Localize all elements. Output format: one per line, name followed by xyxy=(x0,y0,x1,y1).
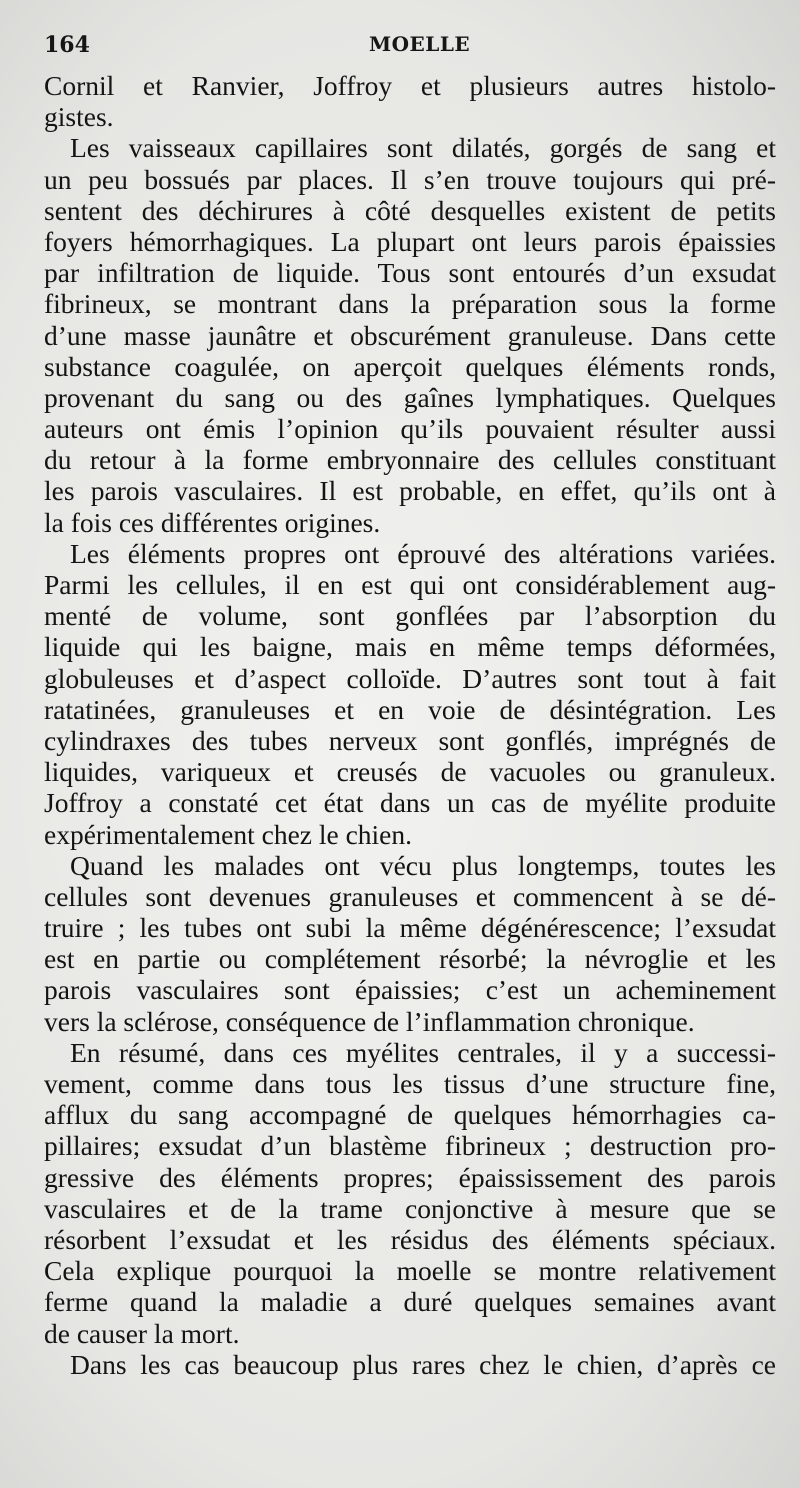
text-line: En résumé, dans ces myélites centrales, il y a successi- xyxy=(70,1036,776,1068)
text-line: du retour à la forme embryonnaire des cellules constituant xyxy=(44,444,776,476)
text-line: vasculaires et de la trame conjonctive à mesure que se xyxy=(44,1192,776,1224)
running-head: MOELLE xyxy=(369,32,471,56)
text-line: Cela explique pourquoi la moelle se montre relativement xyxy=(44,1255,776,1287)
text-line: Les vaisseaux capillaires sont dilatés, gorgés de sang et xyxy=(70,132,776,164)
text-line: afflux du sang accompagné de quelques hémorrhagies ca- xyxy=(44,1099,776,1131)
text-line: la fois ces différentes origines. xyxy=(44,506,381,538)
text-line: de causer la mort. xyxy=(44,1317,240,1349)
text-line: ferme quand la maladie a duré quelques semaines avant xyxy=(44,1286,776,1318)
page-number: 164 xyxy=(44,32,90,58)
text-line: d’une masse jaunâtre et obscurément granuleuse. Dans cette xyxy=(44,319,776,351)
text-line: liquide qui les baigne, mais en même temps déformées, xyxy=(44,631,776,663)
text-line: sentent des déchirures à côté desquelles existent de petits xyxy=(44,194,776,226)
text-line: vement, comme dans tous les tissus d’une structure fine, xyxy=(44,1068,776,1099)
text-line: cellules sont devenues granuleuses et commencent à se dé- xyxy=(44,880,776,912)
text-line: Les éléments propres ont éprouvé des altérations variées. xyxy=(70,537,776,569)
text-line: expérimentalement chez le chien. xyxy=(44,818,413,850)
paragraph xyxy=(44,70,776,132)
text-line: cylindraxes des tubes nerveux sont gonflés, imprégnés de xyxy=(44,724,776,756)
paragraph xyxy=(44,1037,776,1349)
paragraph xyxy=(44,1349,776,1380)
paragraph xyxy=(44,132,776,537)
text-line: gressive des éléments propres; épaississement des parois xyxy=(44,1161,776,1193)
text-line: Joffroy a constaté cet état dans un cas de myélite produite xyxy=(44,787,776,819)
text-line: truire ; les tubes ont subi la même dégénérescence; l’exsudat xyxy=(44,912,776,944)
text-line: gistes. xyxy=(44,101,114,133)
body-text xyxy=(44,70,776,1380)
text-line: auteurs ont émis l’opinion qu’ils pouvaient résulter aussi xyxy=(44,413,776,445)
text-line: ratatinées, granuleuses et en voie de désintégration. Les xyxy=(44,693,776,725)
text-line: Dans les cas beaucoup plus rares chez le chien, d’après ce xyxy=(70,1348,776,1380)
page-header xyxy=(44,30,780,60)
text-line: pillaires; exsudat d’un blastème fibrineux ; destruction pro- xyxy=(44,1130,776,1162)
text-line: Quand les malades ont vécu plus longtemps, toutes les xyxy=(70,849,776,881)
text-line: globuleuses et d’aspect colloïde. D’autres sont tout à fait xyxy=(44,662,776,694)
text-line: est en partie ou complétement résorbé; la névroglie et les xyxy=(44,943,776,975)
text-line: foyers hémorrhagiques. La plupart ont leurs parois épaissies xyxy=(44,225,776,257)
text-line: Cornil et Ranvier, Joffroy et plusieurs autres histolo- xyxy=(44,70,776,101)
text-line: liquides, variqueux et creusés de vacuoles ou granuleux. xyxy=(44,756,776,788)
text-line: substance coagulée, on aperçoit quelques éléments ronds, xyxy=(44,350,776,382)
text-line: parois vasculaires sont épaissies; c’est un acheminement xyxy=(44,974,776,1006)
text-line: provenant du sang ou des gaînes lymphatiques. Quelques xyxy=(44,381,776,413)
text-line: fibrineux, se montrant dans la préparation sous la forme xyxy=(44,288,776,320)
text-line: les parois vasculaires. Il est probable, en effet, qu’ils ont à xyxy=(44,475,776,507)
text-line: résorbent l’exsudat et les résidus des éléments spéciaux. xyxy=(44,1223,776,1255)
text-line: Parmi les cellules, il en est qui ont considérablement aug- xyxy=(44,569,776,600)
text-line: par infiltration de liquide. Tous sont entourés d’un exsudat xyxy=(44,257,776,289)
paragraph xyxy=(44,538,776,850)
text-line: menté de volume, sont gonflées par l’absorption du xyxy=(44,600,776,632)
text-line: un peu bossués par places. Il s’en trouve toujours qui pré- xyxy=(44,163,776,195)
text-line: vers la sclérose, conséquence de l’inflammation chronique. xyxy=(44,1005,695,1037)
paragraph xyxy=(44,850,776,1037)
